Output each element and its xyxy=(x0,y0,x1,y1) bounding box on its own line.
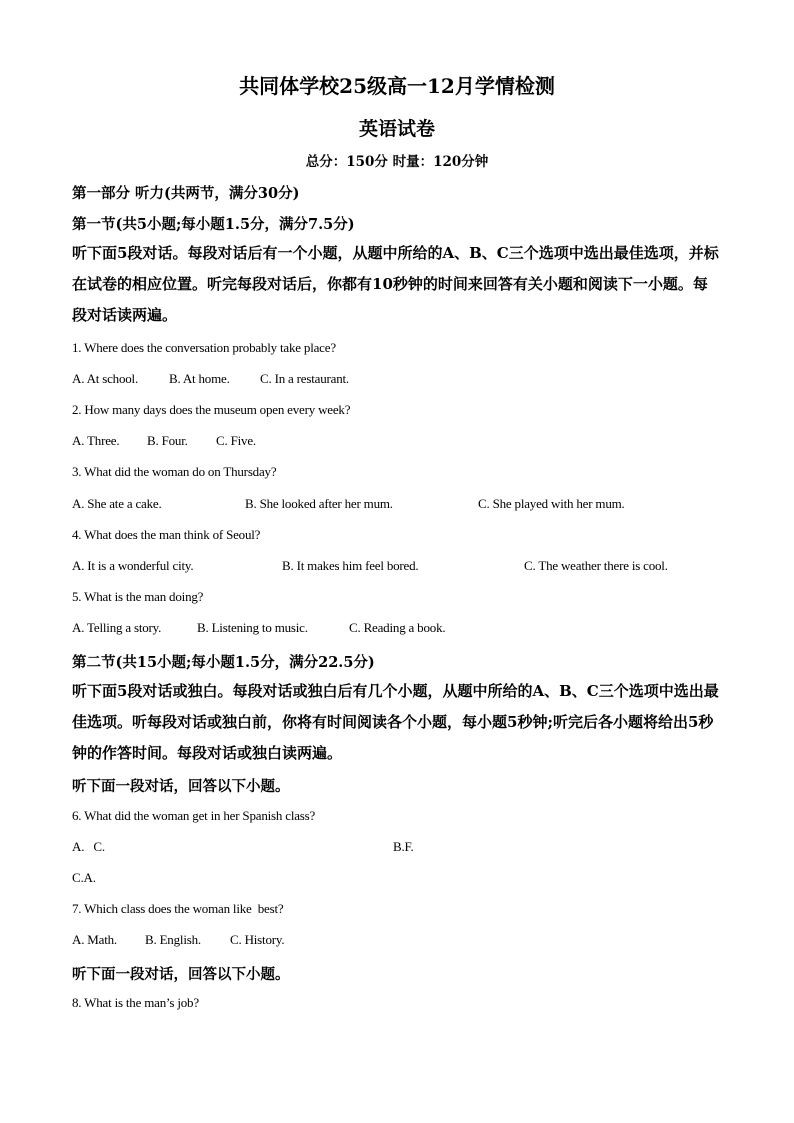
q6-option-a: A. C. xyxy=(72,839,105,854)
section1-instructions: 听下面5段对话。每段对话后有一个小题，从题中所给的A、B、C三个选项中选出最佳选项，并标在试卷的相应位置。听完每段对话后，你都有10秒钟的时间来回答有关小题和阅读下一小题。每段对话读两遍。 xyxy=(72,244,719,324)
part1-heading: 第一部分 听力(共两节，满分30分) xyxy=(72,185,300,202)
page-subtitle: 英语试卷 xyxy=(358,118,435,140)
page-title: 共同体学校25级高一12月学情检测 xyxy=(239,74,555,98)
q7-option-a: A. Math. xyxy=(72,932,117,947)
q2-option-b: B. Four. xyxy=(147,433,188,448)
q7-option-b: B. English. xyxy=(145,932,201,947)
question-1: 1. Where does the conversation probably take place? xyxy=(72,340,336,355)
q6-option-c: C.A. xyxy=(72,870,96,885)
q1-option-c: C. In a restaurant. xyxy=(260,371,349,386)
question-2: 2. How many days does the museum open every week? xyxy=(72,402,351,417)
q1-option-b: B. At home. xyxy=(169,371,230,386)
q3-option-c: C. She played with her mum. xyxy=(478,496,625,511)
section2-heading: 第二节(共15小题;每小题1.5分，满分22.5分) xyxy=(72,654,375,671)
listen-note: 听下面一段对话，回答以下小题。 xyxy=(72,778,290,795)
q5-option-c: C. Reading a book. xyxy=(349,620,446,635)
q2-option-c: C. Five. xyxy=(216,433,256,448)
q4-option-b: B. It makes him feel bored. xyxy=(282,558,419,573)
q4-option-c: C. The weather there is cool. xyxy=(524,558,668,573)
q2-option-a: A. Three. xyxy=(72,433,120,448)
listen-note: 听下面一段对话，回答以下小题。 xyxy=(72,966,290,983)
q5-option-b: B. Listening to music. xyxy=(197,620,308,635)
question-4: 4. What does the man think of Seoul? xyxy=(72,527,261,542)
question-7: 7. Which class does the woman like best? xyxy=(72,901,284,916)
q7-option-c: C. History. xyxy=(230,932,285,947)
q5-option-a: A. Telling a story. xyxy=(72,620,162,635)
question-6: 6. What did the woman get in her Spanish class? xyxy=(72,808,316,823)
question-5: 5. What is the man doing? xyxy=(72,589,204,604)
section1-heading: 第一节(共5小题;每小题1.5分，满分7.5分) xyxy=(72,216,355,233)
q1-option-a: A. At school. xyxy=(72,371,139,386)
question-8: 8. What is the man’s job? xyxy=(72,995,199,1010)
q3-option-b: B. She looked after her mum. xyxy=(245,496,393,511)
question-3: 3. What did the woman do on Thursday? xyxy=(72,464,277,479)
q4-option-a: A. It is a wonderful city. xyxy=(72,558,194,573)
exam-meta: 总分：150分 时量：120分钟 xyxy=(305,154,489,170)
section2-instructions: 听下面5段对话或独白。每段对话或独白后有几个小题，从题中所给的A、B、C三个选项中选出最佳选项。听每段对话或独白前，你将有时间阅读各个小题，每小题5秒钟;听完后各小题将给出5秒钟的作答时间。每段对话或独白读两遍。 xyxy=(72,682,719,762)
q6-option-b: B.F. xyxy=(393,839,414,854)
q3-option-a: A. She ate a cake. xyxy=(72,496,162,511)
